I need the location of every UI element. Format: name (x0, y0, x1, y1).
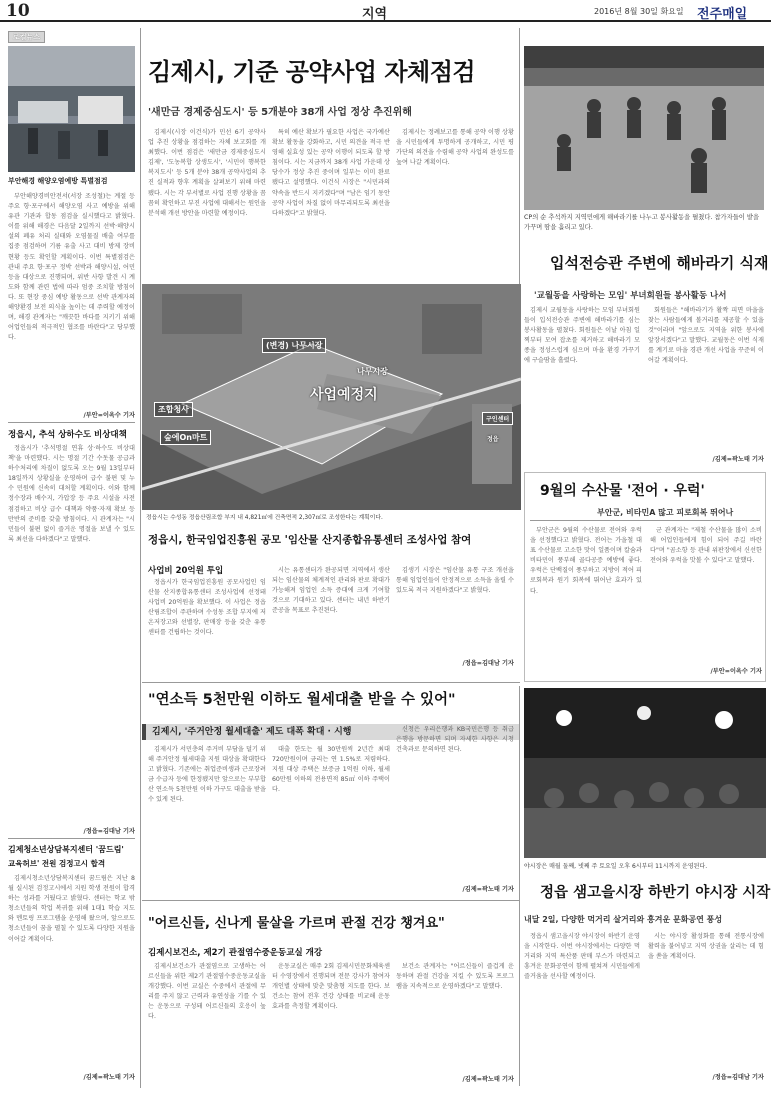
senior-exercise-headline: "어르신들, 신나게 물살을 가르며 관절 건강 챙겨요" (148, 916, 445, 931)
fish-body-2: 군 관계자는 "제철 수산물을 많이 소비해 어업인들에게 힘이 되어 주길 바란다"며 "곰소항 등 관내 위판장에서 신선한 전어와 우럭을 맛볼 수 있다"고 말했다. (650, 527, 762, 565)
rent-loan-body-1: 김제시가 서민층의 주거비 부담을 덜기 위해 주거안정 월세대출 지원 대상을 확대한다고 밝혔다. 기존에는 취업준비생과 근로장려금 수급자 등에 한정됐지만 앞으로는 부부합산 연소득 5천만원 이하 가구도 대출을 받을 수 있게 된다. (148, 746, 266, 804)
night-market-headline: 정읍 샘고을시장 하반기 야시장 시작 (540, 885, 771, 901)
section-name: 지역 (362, 7, 388, 22)
sunflower-planting-photo (524, 46, 764, 210)
sunflower-col-1 (524, 306, 640, 466)
rent-loan-subheadline: 김제시, '주거안정 월세대출' 제도 대폭 확대 · 시행 (142, 724, 520, 740)
forest-center-subheadline: 사업비 20억원 투입 (148, 566, 224, 576)
senior-exercise-col-1 (148, 962, 266, 1086)
fish-col-2 (650, 526, 762, 666)
youth-center-headline-2: 교육허브' 전원 검정고시 합격 (8, 859, 106, 868)
coast-guard-caption: 부안해경 해양오염예방 특별점검 (8, 177, 108, 185)
forest-center-body-3: 김생기 시장은 "임산물 유통 구조 개선을 통해 임업인들이 안정적으로 소득을 올릴 수 있도록 적극 지원하겠다"고 밝혔다. (396, 567, 514, 595)
newspaper-brand: 전주매일 (697, 7, 748, 22)
local-news-tag: 로컬뉴스 (8, 31, 45, 43)
forest-center-body-2: 시는 유통센터가 완공되면 지역에서 생산되는 임산물의 체계적인 관리와 판로 확대가 가능해져 임업인 소득 증대에 크게 기여할 것으로 기대하고 있다. 센터는 내년 하반기 준공을 목표로 추진된다. (272, 567, 390, 615)
label-cooperative-office: 조합청사 (154, 402, 193, 417)
aerial-site-photo (142, 284, 521, 510)
senior-exercise-col-2 (272, 962, 390, 1086)
forest-center-col-2 (272, 566, 390, 670)
divider (530, 520, 760, 521)
sunflower-headline: 입석전승관 주변에 해바라기 식재 (550, 254, 769, 272)
forest-center-body-1: 정읍시가 한국임업진흥원 공모사업인 임산물 산지종합유통센터 조성사업에 선정돼 사업비 20억원을 확보했다. 이 사업은 정읍산림조합이 주관하며 수성동 조합 부지에 저온저장고와 선별장, 판매장 등을 갖춘 유통센터를 건립하는 것이다. (148, 579, 266, 637)
rent-loan-body-2: 대출 한도는 월 30만원씩 2년간 최대 720만원이며 금리는 연 1.5%로 저렴하다. 지원 대상 주택은 보증금 1억원 이하, 월세 60만원 이하의 전용면적 85㎡ 이하 주택이다. (272, 746, 390, 794)
jeongeup-water-article (8, 444, 135, 824)
night-market-caption: 야시장은 매월 둘째, 넷째 주 토요일 오후 6시부터 11시까지 운영된다. (524, 863, 708, 870)
night-market-col-1 (524, 932, 640, 1082)
top-story-body-3: 김제시는 정례보고를 통해 공약 이행 상황을 시민들에게 투명하게 공개하고, 시민 평가단의 의견을 수렴해 공약 사업의 완성도를 높여 나갈 계획이다. (396, 129, 514, 167)
sunflower-caption: CP의 순 추석까지 지역민에게 해바라기를 나누고 봉사활동을 펼쳤다. 참가자들이 밭을 가꾸며 땀을 흘리고 있다. (524, 214, 760, 231)
rent-loan-col-1 (148, 745, 266, 895)
jeongeup-water-headline: 정읍시, 추석 상하수도 비상대책 (8, 430, 127, 440)
rent-loan-col-2 (272, 745, 390, 895)
label-tree-market: 나무시장 (357, 367, 388, 376)
coast-guard-photo (8, 46, 135, 172)
youth-center-headline: 김제청소년상담복지센터 '꿈드림' (8, 845, 124, 854)
label-forest-mart: 숲에On마트 (160, 430, 211, 445)
forest-center-col-3 (396, 566, 514, 658)
rent-loan-body-3: 신청은 우리은행과 KB국민은행 등 취급 은행을 방문하면 되며 자세한 사항은 시청 건축과로 문의하면 된다. (396, 726, 514, 754)
senior-exercise-body-1: 김제시보건소가 관절염으로 고생하는 어르신들을 위한 제2기 관절염수중운동교실을 개강했다. 이번 교실은 수중에서 관절에 무리를 주지 않고 근력과 유연성을 기를 수 있는 운동으로 구성돼 어르신들의 호응이 높다. (148, 963, 266, 1021)
senior-exercise-subheadline: 김제시보건소, 제2기 관절염수중운동교실 개강 (148, 948, 323, 958)
senior-exercise-col-3 (396, 962, 514, 1072)
fish-byline: /부안=이옥수 기자 (710, 668, 762, 675)
senior-exercise-byline: /김제=곽노태 기자 (462, 1076, 514, 1083)
fish-subheadline: 부안군, 비타민A 많고 피로회복 뛰어나 (597, 508, 734, 517)
harbor-scene-illustration (8, 46, 135, 172)
column-divider (519, 686, 520, 1086)
label-jeongeup: 정읍 (487, 436, 499, 443)
youth-center-article (8, 874, 135, 1070)
youth-center-body: 김제시청소년상담복지센터 꿈드림은 지난 8월 실시된 검정고시에서 지원 학생 전원이 합격하는 성과를 거뒀다고 밝혔다. 센터는 학교 밖 청소년들의 학업 복귀를 위해 1대1 학습 지도와 멘토링 프로그램을 운영해 왔으며, 앞으로도 청소년들이 꿈을 펼칠 수 있도록 다양한 지원을 이어갈 계획이다. (8, 875, 135, 943)
night-market-photo (524, 688, 766, 858)
night-market-col-2 (648, 932, 764, 1068)
fish-headline: 9월의 수산물 '전어 · 우럭' (540, 483, 705, 499)
senior-exercise-body-3: 보건소 관계자는 "어르신들이 즐겁게 운동하며 관절 건강을 지킬 수 있도록 프로그램을 지속적으로 운영하겠다"고 말했다. (396, 963, 514, 991)
forest-center-col-1 (148, 578, 266, 670)
top-story-body-2: 특히 예산 확보가 필요한 사업은 국가예산 확보 활동을 강화하고, 시민 의견을 적극 반영해 실효성 있는 공약 이행이 되도록 할 방침이다. 시는 지금까지 38개 사업 가운데 상당수가 정상 추진 중이며 일부는 이미 완료됐다고 설명했다. 이건식 시장은 "시민과의 약속을 반드시 지키겠다"며 "남은 임기 동안 공약 사업이 차질 없이 마무리되도록 최선을 다하겠다"고 밝혔다. (272, 129, 390, 217)
senior-exercise-body-2: 운동교실은 매주 2회 김제시민문화체육센터 수영장에서 진행되며 전문 강사가 참여자 개인별 상태에 맞춘 맞춤형 지도를 한다. 보건소는 참여 전후 건강 상태를 비교해 운동 효과를 측정할 계획이다. (272, 963, 390, 1011)
page-header (0, 0, 771, 22)
coast-guard-byline: /부안=이옥수 기자 (83, 412, 135, 419)
page-number: 10 (6, 1, 30, 21)
night-market-body-1: 정읍시 샘고을시장 야시장이 하반기 운영을 시작한다. 이번 야시장에서는 다양한 먹거리와 지역 특산품 판매 부스가 마련되고 흥겨운 문화공연이 함께 펼쳐져 시민들에게 즐거움을 선사할 예정이다. (524, 933, 640, 981)
fish-body-1: 부안군은 9월의 수산물로 전어와 우럭을 선정했다고 밝혔다. 전어는 가을철 대표 수산물로 고소한 맛이 일품이며 칼슘과 비타민이 풍부해 골다공증 예방에 좋다. 우럭은 단백질이 풍부하고 지방이 적어 피로회복과 원기 회복에 뛰어난 효과가 있다. (530, 527, 642, 595)
youth-center-byline: /김제=곽노태 기자 (83, 1074, 135, 1081)
crowd-illustration (524, 688, 766, 858)
rent-loan-byline: /김제=곽노태 기자 (462, 886, 514, 893)
divider (8, 422, 135, 423)
divider (142, 900, 520, 901)
coast-guard-article (8, 192, 135, 410)
label-job-center: 구인센터 (482, 412, 513, 425)
sunflower-subheadline: '교월동을 사랑하는 모임' 부녀회원들 봉사활동 나서 (534, 291, 727, 301)
night-market-byline: /정읍=김대남 기자 (712, 1074, 764, 1081)
label-changed-tree-market: (변경) 나무시장 (262, 338, 326, 353)
label-project-site: 사업예정지 (310, 387, 378, 403)
fish-col-1 (530, 526, 642, 678)
jeongeup-water-byline: /정읍=김대남 기자 (83, 828, 135, 835)
rent-loan-headline: "연소득 5천만원 이하도 월세대출 받을 수 있어" (148, 692, 456, 708)
sunflower-body-1: 김제시 교월동을 사랑하는 모임 부녀회원들이 입석전승관 주변에 해바라기를 심는 봉사활동을 펼쳤다. 회원들은 이날 아침 일찍부터 모여 잡초를 제거하고 해바라기 모종을 정성스럽게 심으며 마을 환경 가꾸기에 구슬땀을 흘렸다. (524, 307, 640, 365)
sunflower-body-2: 회원들은 "해바라기가 활짝 피면 마을을 찾는 사람들에게 볼거리를 제공할 수 있을 것"이라며 "앞으로도 지역을 위한 봉사에 앞장서겠다"고 말했다. 교월동은 이번 식재를 계기로 마을 경관 개선 사업을 꾸준히 이어갈 계획이다. (648, 307, 764, 365)
top-story-subheadline: '새만금 경제중심도시' 등 5개분야 38개 사업 정상 추진위해 (148, 107, 412, 118)
top-story-headline: 김제시, 기준 공약사업 자체점검 (148, 58, 476, 86)
jeongeup-water-body: 정읍시가 '추석명절 연휴 상·하수도 비상대책'을 마련했다. 시는 명절 기간 수돗물 공급과 하수처리에 차질이 없도록 오는 9월 13일부터 18일까지 상황실을 운영하며 급수 불편 및 누수 민원에 신속히 대처할 계획이다. 이와 함께 정수장과 배수지, 가압장 등 주요 시설을 사전 점검하고 비상 급수 대책과 약품·자재 확보 등 만반의 준비를 갖출 방침이다. 시 관계자는 "시민들이 불편 없이 즐거운 명절을 보낼 수 있도록 최선을 다하겠다"고 말했다. (8, 445, 135, 543)
issue-date: 2016년 8월 30일 화요일 (594, 7, 684, 16)
forest-center-byline: /정읍=김대남 기자 (462, 660, 514, 667)
rent-loan-col-3 (396, 725, 514, 883)
aerial-caption: 정읍시는 수성동 정읍산림조합 부지 내 4,821㎡에 건축면적 2,307㎡로 조성한다는 계획이다. (146, 515, 383, 521)
volunteers-field-illustration (524, 46, 764, 210)
divider (8, 838, 135, 839)
coast-guard-body: 부안해양경비안전서(서장 조성철)는 계절 등 주요 항·포구에서 해양오염 사고 예방을 위해 유관 기관과 합동 점검을 실시했다고 밝혔다. 이를 위해 해경은 다음달 2일까지 선박·해양시설의 폐유 처리 실태와 오염물질 배출 여부를 집중 점검하며 기름 유출 사고 대비 방제 장비 현황 등도 확인할 계획이다. 이번 특별점검은 관내 주요 항·포구 정박 선박과 해양시설, 어민 등을 대상으로 진행되며, 위반 사항 발견 시 계도와 함께 관련 법에 따라 엄중 조치할 방침이다. 또 현장 중심 예방 활동으로 선박 관계자의 해양환경 보전 의식을 높이는 데 주력할 예정이며, 해경 관계자는 "깨끗한 바다를 지키기 위해 어업인들의 적극적인 협조를 바란다"고 당부했다. (8, 193, 135, 342)
divider (142, 682, 520, 683)
column-divider (140, 28, 141, 1088)
sunflower-byline: /김제=곽노태 기자 (712, 456, 764, 463)
night-market-subheadline: 내달 2일, 다양한 먹거리 살거리와 흥겨운 문화공연 풍성 (524, 915, 723, 924)
top-story-body-1: 김제시(시장 이건식)가 민선 6기 공약사업 추진 상황을 점검하는 자체 보고회를 개최했다. 이번 점검은 '새만금 경제중심도시 김제', '도농복합 상생도시', '시민이 행복한 복지도시' 등 5개 분야 38개 공약사업의 추진 실적과 향후 계획을 살펴보기 위해 마련됐다. 시는 각 부서별로 사업 진행 상황을 꼼꼼히 확인하고 부진 사업에 대해서는 원인을 분석해 개선 방안을 마련할 예정이다. (148, 129, 266, 217)
sunflower-col-2 (648, 306, 764, 454)
forest-center-headline: 정읍시, 한국임업진흥원 공모 '임산물 산지종합유통센터 조성사업 참여 (148, 534, 472, 546)
night-market-body-2: 시는 야시장 활성화를 통해 전통시장에 활력을 불어넣고 지역 상권을 살리는 데 힘을 쏟을 계획이다. (648, 933, 764, 961)
